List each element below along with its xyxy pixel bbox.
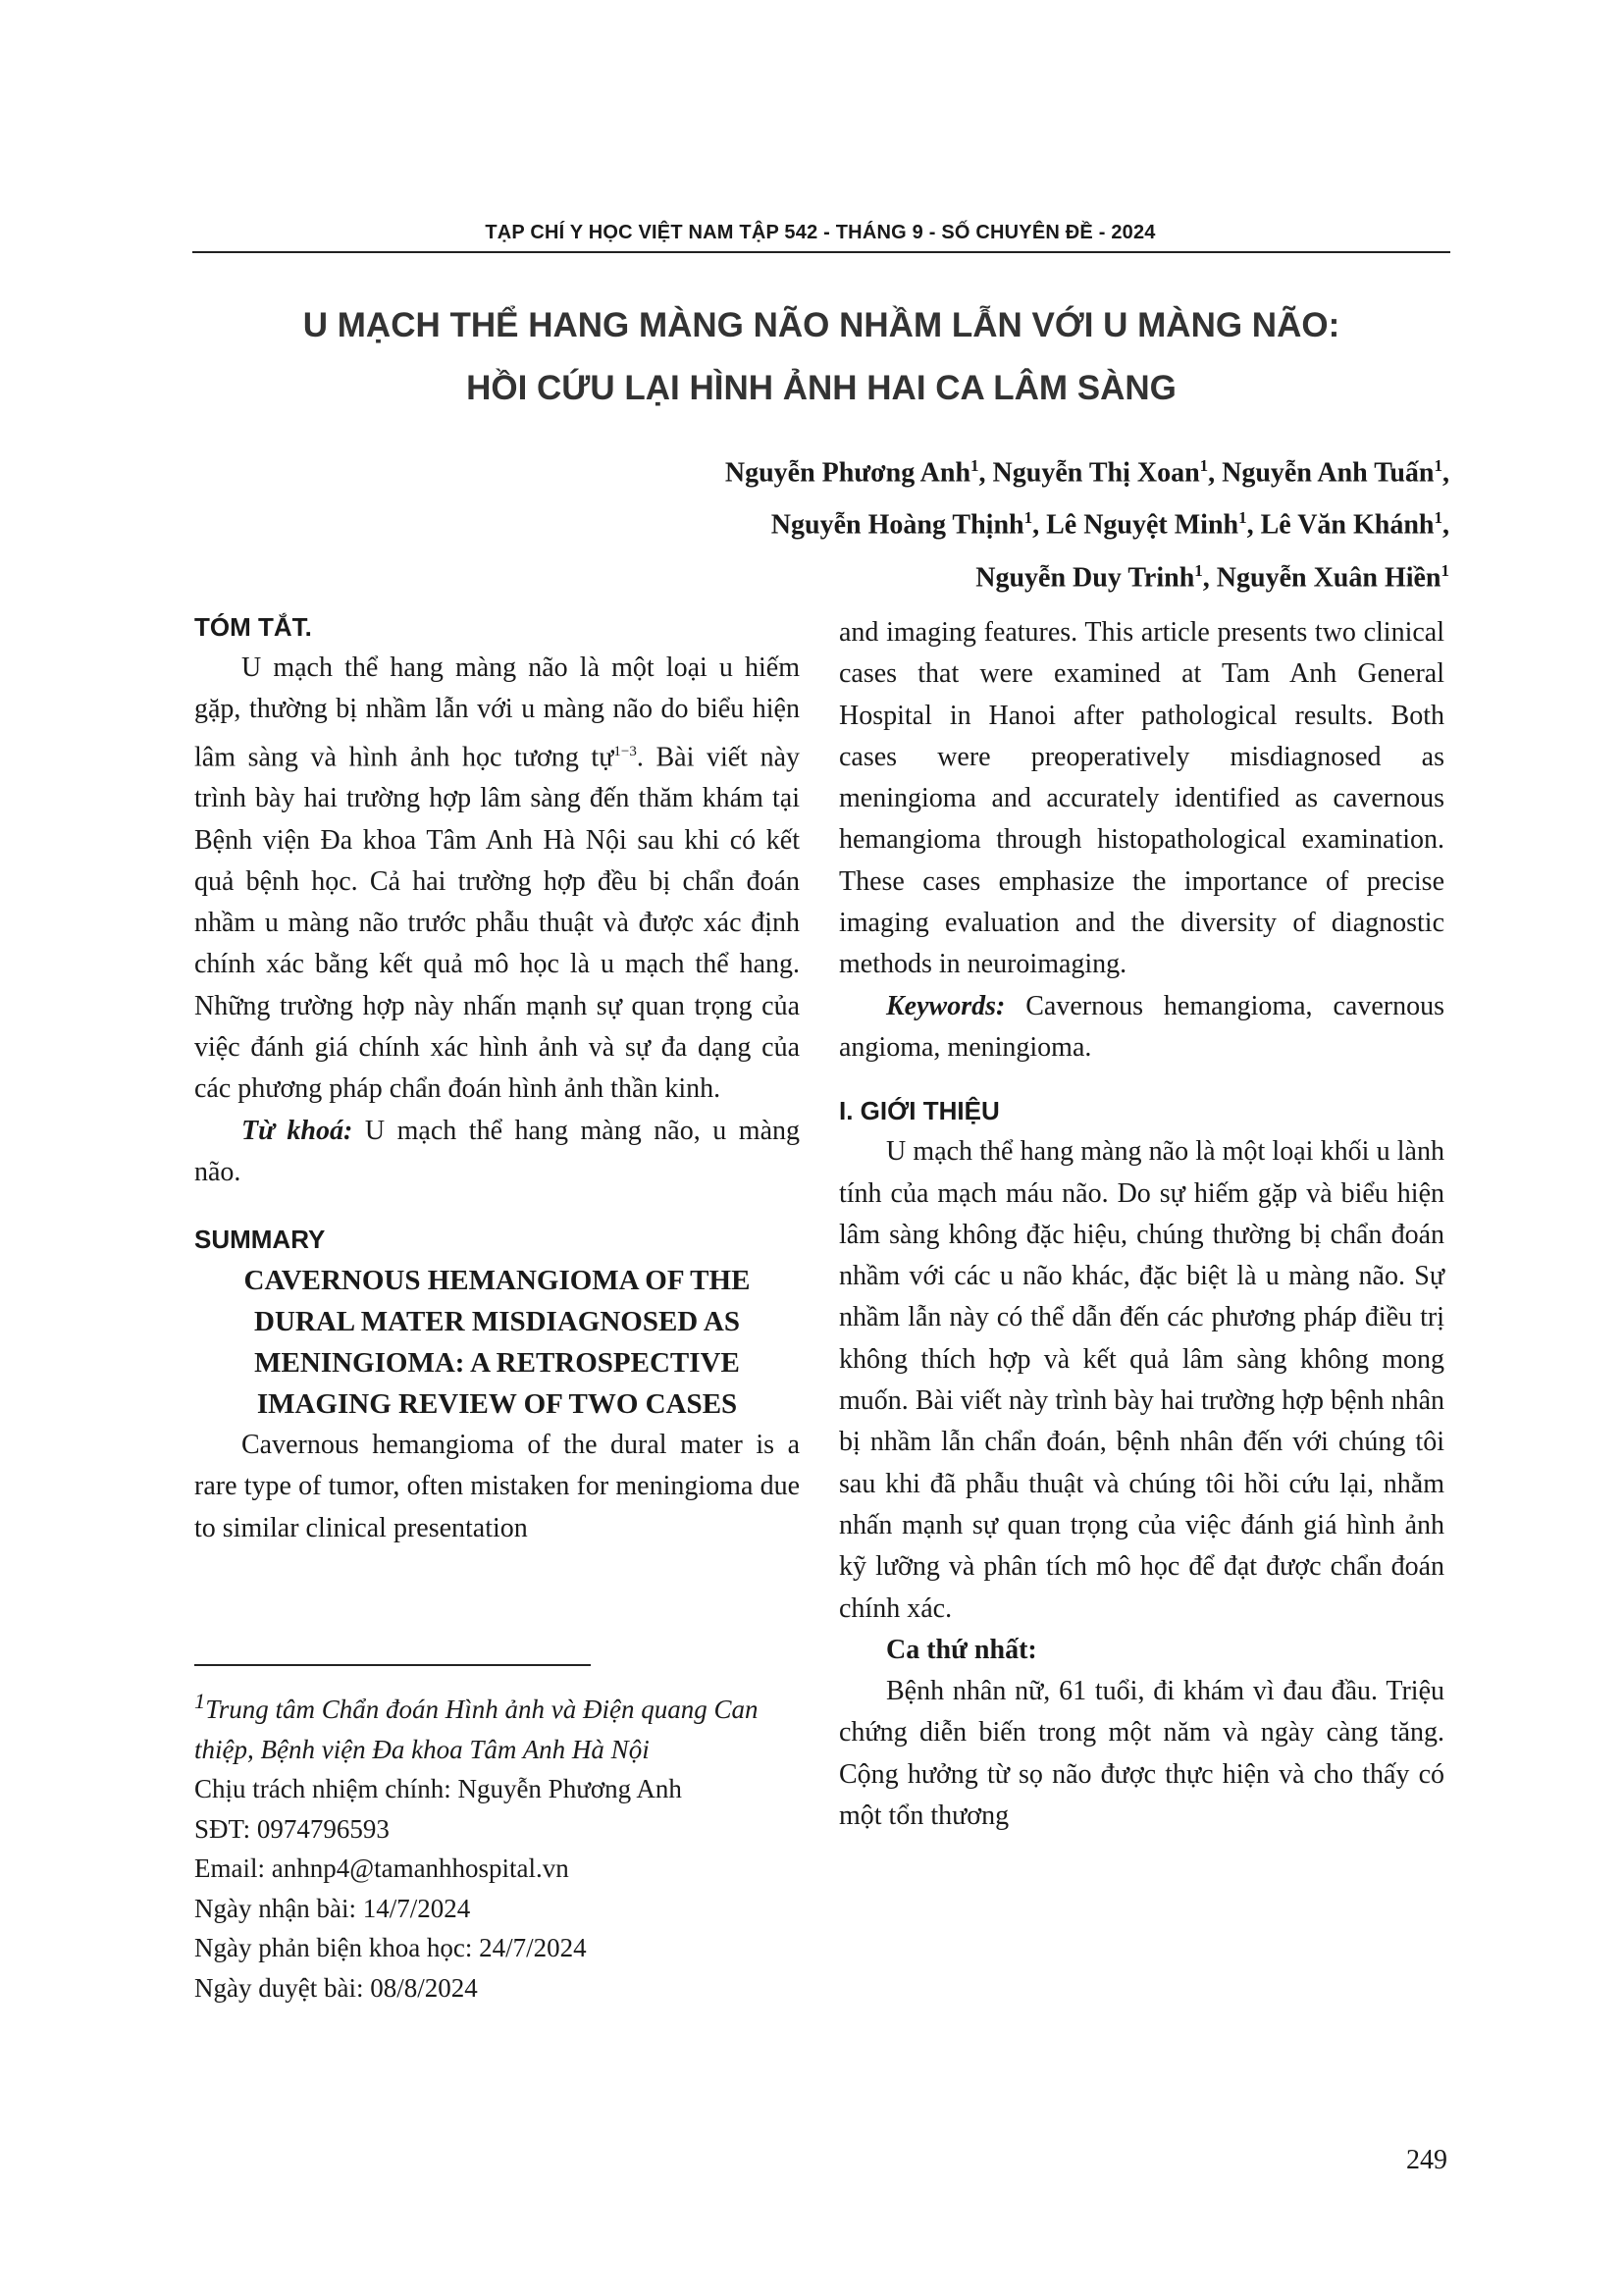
author-name: Nguyễn Thị Xoan [992,457,1200,489]
summary-title-line: MENINGIOMA: A RETROSPECTIVE [254,1347,740,1380]
footnote-received: Ngày nhận bài: 14/7/2024 [194,1893,471,1923]
keywords-label-en: Keywords: [886,990,1006,1021]
author-name: Lê Nguyệt Minh [1046,509,1239,541]
author-affiliation: 1 [1199,456,1209,475]
summary-paragraph-part1: Cavernous hemangioma of the dural mater is a rare type of tumor, often mistaken for meningioma due to similar clinical presentation [194,1430,800,1543]
case1-paragraph: Bệnh nhân nữ, 61 tuổi, đi khám vì đau đầu. Triệu chứng diễn biến trong một năm và ngày càng tăng. Cộng hưởng từ sọ não được thực hiện và cho thấy có một tổn thương [839,1676,1444,1832]
footnote-accepted: Ngày duyệt bài: 08/8/2024 [194,1972,478,2003]
author-separator: , [1442,457,1449,489]
author-name: Nguyễn Phương Anh [724,457,971,489]
footnote-rule [194,1664,591,1666]
author-name: Nguyễn Xuân Hiền [1216,561,1441,593]
author-line-3 [370,548,1449,600]
author-affiliation: 1 [1023,508,1033,528]
author-separator: , [978,457,993,489]
author-affiliation: 1 [1238,508,1247,528]
keywords-en: Cavernous hemangioma, cavernous angioma, meningioma. [839,990,1444,1063]
title-line-2: HỒI CỨU LẠI HÌNH ẢNH HAI CA LÂM SÀNG [466,369,1177,407]
abstract-vi-keywords [194,1111,800,1194]
footnote-email: Email: anhnp4@tamanhhospital.vn [194,1853,569,1883]
summary-title-line: CAVERNOUS HEMANGIOMA OF THE [243,1265,751,1297]
introduction-heading: I. GIỚI THIỆU [839,1096,1000,1126]
abstract-vi-text-rest: . Bài viết này trình bày hai trường hợp lâm sàng đến thăm khám tại Bệnh viện Đa khoa Tâm Anh Hà Nội sau khi có kết quả bệnh học. Cả hai trường hợp đều bị chẩn đoán nhầm u màng não trước phẫu thuật và được xác định chính xác bằng kết quả mô học là u mạch thể hang. Những trường hợp này nhấn mạnh sự quan trọng của việc đánh giá chính xác hình ảnh và sự đa dạng của các phương pháp chẩn đoán hình ảnh thần kinh. [194,741,800,1105]
summary-title-line: DURAL MATER MISDIAGNOSED AS [254,1306,740,1338]
footnote-phone: SĐT: 0974796593 [194,1813,390,1844]
abstract-vi-heading: TÓM TẮT. [194,612,312,642]
author-affiliation: 1 [1194,560,1203,580]
page-number: 249 [1406,2145,1447,2175]
footnotes [194,1682,803,2008]
footnote-corresponding: Chịu trách nhiệm chính: Nguyễn Phương Anh [194,1774,682,1803]
abstract-vi-paragraph [194,648,800,1111]
summary-paragraph-part2: and imaging features. This article presents two clinical cases that were examined at Tam Anh General Hospital in Hanoi after pathological results. Both cases were preoperatively misdiagnosed as meningioma and accurately identified as cavernous hemangioma through histopathological examination. These cases emphasize the importance of precise imaging evaluation and the diversity of diagnostic methods in neuroimaging. [839,617,1444,980]
abstract-vi-text: U mạch thể hang màng não là một loại u hiếm gặp, thường bị nhầm lẫn với u màng não do biểu hiện lâm sàng và hình ảnh học tương tự [194,652,800,772]
author-affiliation: 1 [1441,560,1449,580]
author-name: Lê Văn Khánh [1260,509,1435,541]
author-line-2 [370,496,1449,548]
author-name: Nguyễn Duy Trinh [975,561,1195,593]
author-separator: , [1202,561,1217,593]
right-column [839,612,1444,1837]
article-title [192,294,1450,420]
case1-heading: Ca thứ nhất: [886,1634,1037,1665]
keywords-label-vi: Từ khoá: [241,1115,353,1146]
author-affiliation: 1 [970,456,979,475]
introduction-paragraph: U mạch thể hang màng não là một loại khối u lành tính của mạch máu não. Do sự hiếm gặp và biểu hiện lâm sàng không đặc hiệu, chúng thường bị chẩn đoán nhầm với các u não khác, đặc biệt là u màng não. Sự nhầm lẫn này có thể dẫn đến các phương pháp điều trị không thích hợp và kết quả lâm sàng không mong muốn. Bài viết này trình bày hai trường hợp bệnh nhân bị nhầm lẫn chẩn đoán, bệnh nhân đến với chúng tôi sau khi đã phẫu thuật và chúng tôi hồi cứu lại, nhằm nhấn mạnh sự quan trọng của việc đánh giá hình ảnh kỹ lưỡng và phân tích mô học để đạt được chẩn đoán chính xác. [839,1136,1444,1624]
author-name: Nguyễn Anh Tuấn [1222,457,1435,489]
title-line-1: U MẠCH THỂ HANG MÀNG NÃO NHẦM LẪN VỚI U MÀNG NÃO: [302,306,1340,344]
author-name: Nguyễn Hoàng Thịnh [770,509,1024,541]
author-affiliation: 1 [1434,508,1442,528]
citation-ref: 1−3 [613,743,637,759]
summary-heading: SUMMARY [194,1225,326,1255]
summary-keywords [839,986,1444,1070]
keywords-vi: U mạch thể hang màng não, u màng não. [194,1115,800,1187]
author-line-1 [370,444,1449,496]
author-separator: , [1442,509,1449,541]
footnote-affiliation [194,1682,803,1769]
summary-title [194,1260,800,1425]
footnote-aff-sup: 1 [194,1689,206,1713]
header-rule [192,251,1450,253]
author-separator: , [1208,457,1223,489]
journal-header: TẠP CHÍ Y HỌC VIỆT NAM TẬP 542 - THÁNG 9 - SỐ CHUYÊN ĐỀ - 2024 [485,222,1156,243]
author-affiliation: 1 [1434,456,1442,475]
summary-title-line: IMAGING REVIEW OF TWO CASES [256,1388,738,1421]
author-separator: , [1246,509,1261,541]
author-separator: , [1032,509,1047,541]
affiliation-text: Trung tâm Chẩn đoán Hình ảnh và Điện quang Can thiệp, Bệnh viện Đa khoa Tâm Anh Hà Nội [194,1695,759,1764]
footnote-reviewed: Ngày phản biện khoa học: 24/7/2024 [194,1933,587,1962]
left-column [194,606,800,1549]
author-list [370,444,1449,600]
